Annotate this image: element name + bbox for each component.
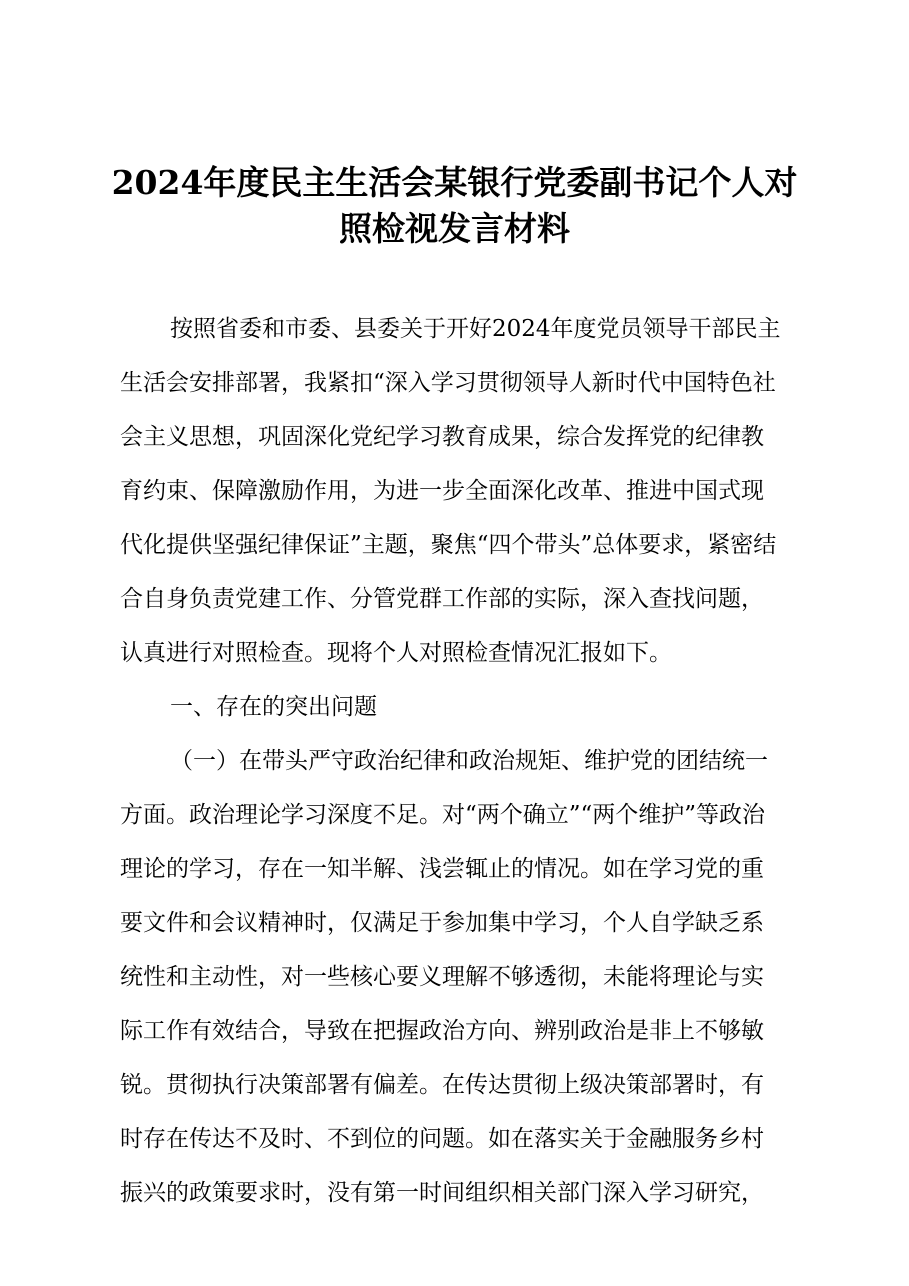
body-line: 认真进行对照检查。现将个人对照检查情况汇报如下。 — [120, 640, 672, 666]
body-line: 统性和主动性，对一些核心要义理解不够透彻，未能将理论与实 — [120, 964, 764, 990]
body-line: 理论的学习，存在一知半解、浅尝辄止的情况。如在学习党的重 — [120, 856, 764, 882]
body-line: 代化提供坚强纪律保证”主题，聚焦“四个带头”总体要求，紧密结 — [120, 532, 777, 558]
body-line: 方面。政治理论学习深度不足。对“两个确立”“两个维护”等政治 — [120, 802, 766, 828]
body-line: 振兴的政策要求时，没有第一时间组织相关部门深入学习研究， — [120, 1180, 764, 1206]
body-line: 锐。贯彻执行决策部署有偏差。在传达贯彻上级决策部署时，有 — [120, 1072, 764, 1098]
body-line: 会主义思想，巩固深化党纪学习教育成果，综合发挥党的纪律教 — [120, 424, 764, 450]
body-line: 时存在传达不及时、不到位的问题。如在落实关于金融服务乡村 — [120, 1126, 764, 1152]
section-heading: 一、存在的突出问题 — [170, 694, 377, 720]
body-line: 合自身负责党建工作、分管党群工作部的实际，深入查找问题， — [120, 586, 764, 612]
body-line: 际工作有效结合，导致在把握政治方向、辨别政治是非上不够敏 — [120, 1018, 764, 1044]
body-line: （一）在带头严守政治纪律和政治规矩、维护党的团结统一 — [170, 748, 768, 774]
document-body — [120, 302, 795, 1220]
body-line: 育约束、保障激励作用，为进一步全面深化改革、推进中国式现 — [120, 478, 764, 504]
document-title-line-2: 照检视发言材料 — [339, 209, 570, 248]
body-line: 生活会安排部署，我紧扣“深入学习贯彻领导人新时代中国特色社 — [120, 370, 776, 396]
body-line: 按照省委和市委、县委关于开好2024年度党员领导干部民主 — [170, 316, 781, 342]
document-title-line-1: 2024年度民主生活会某银行党委副书记个人对 — [111, 163, 798, 202]
body-line: 要文件和会议精神时，仅满足于参加集中学习，个人自学缺乏系 — [120, 910, 764, 936]
